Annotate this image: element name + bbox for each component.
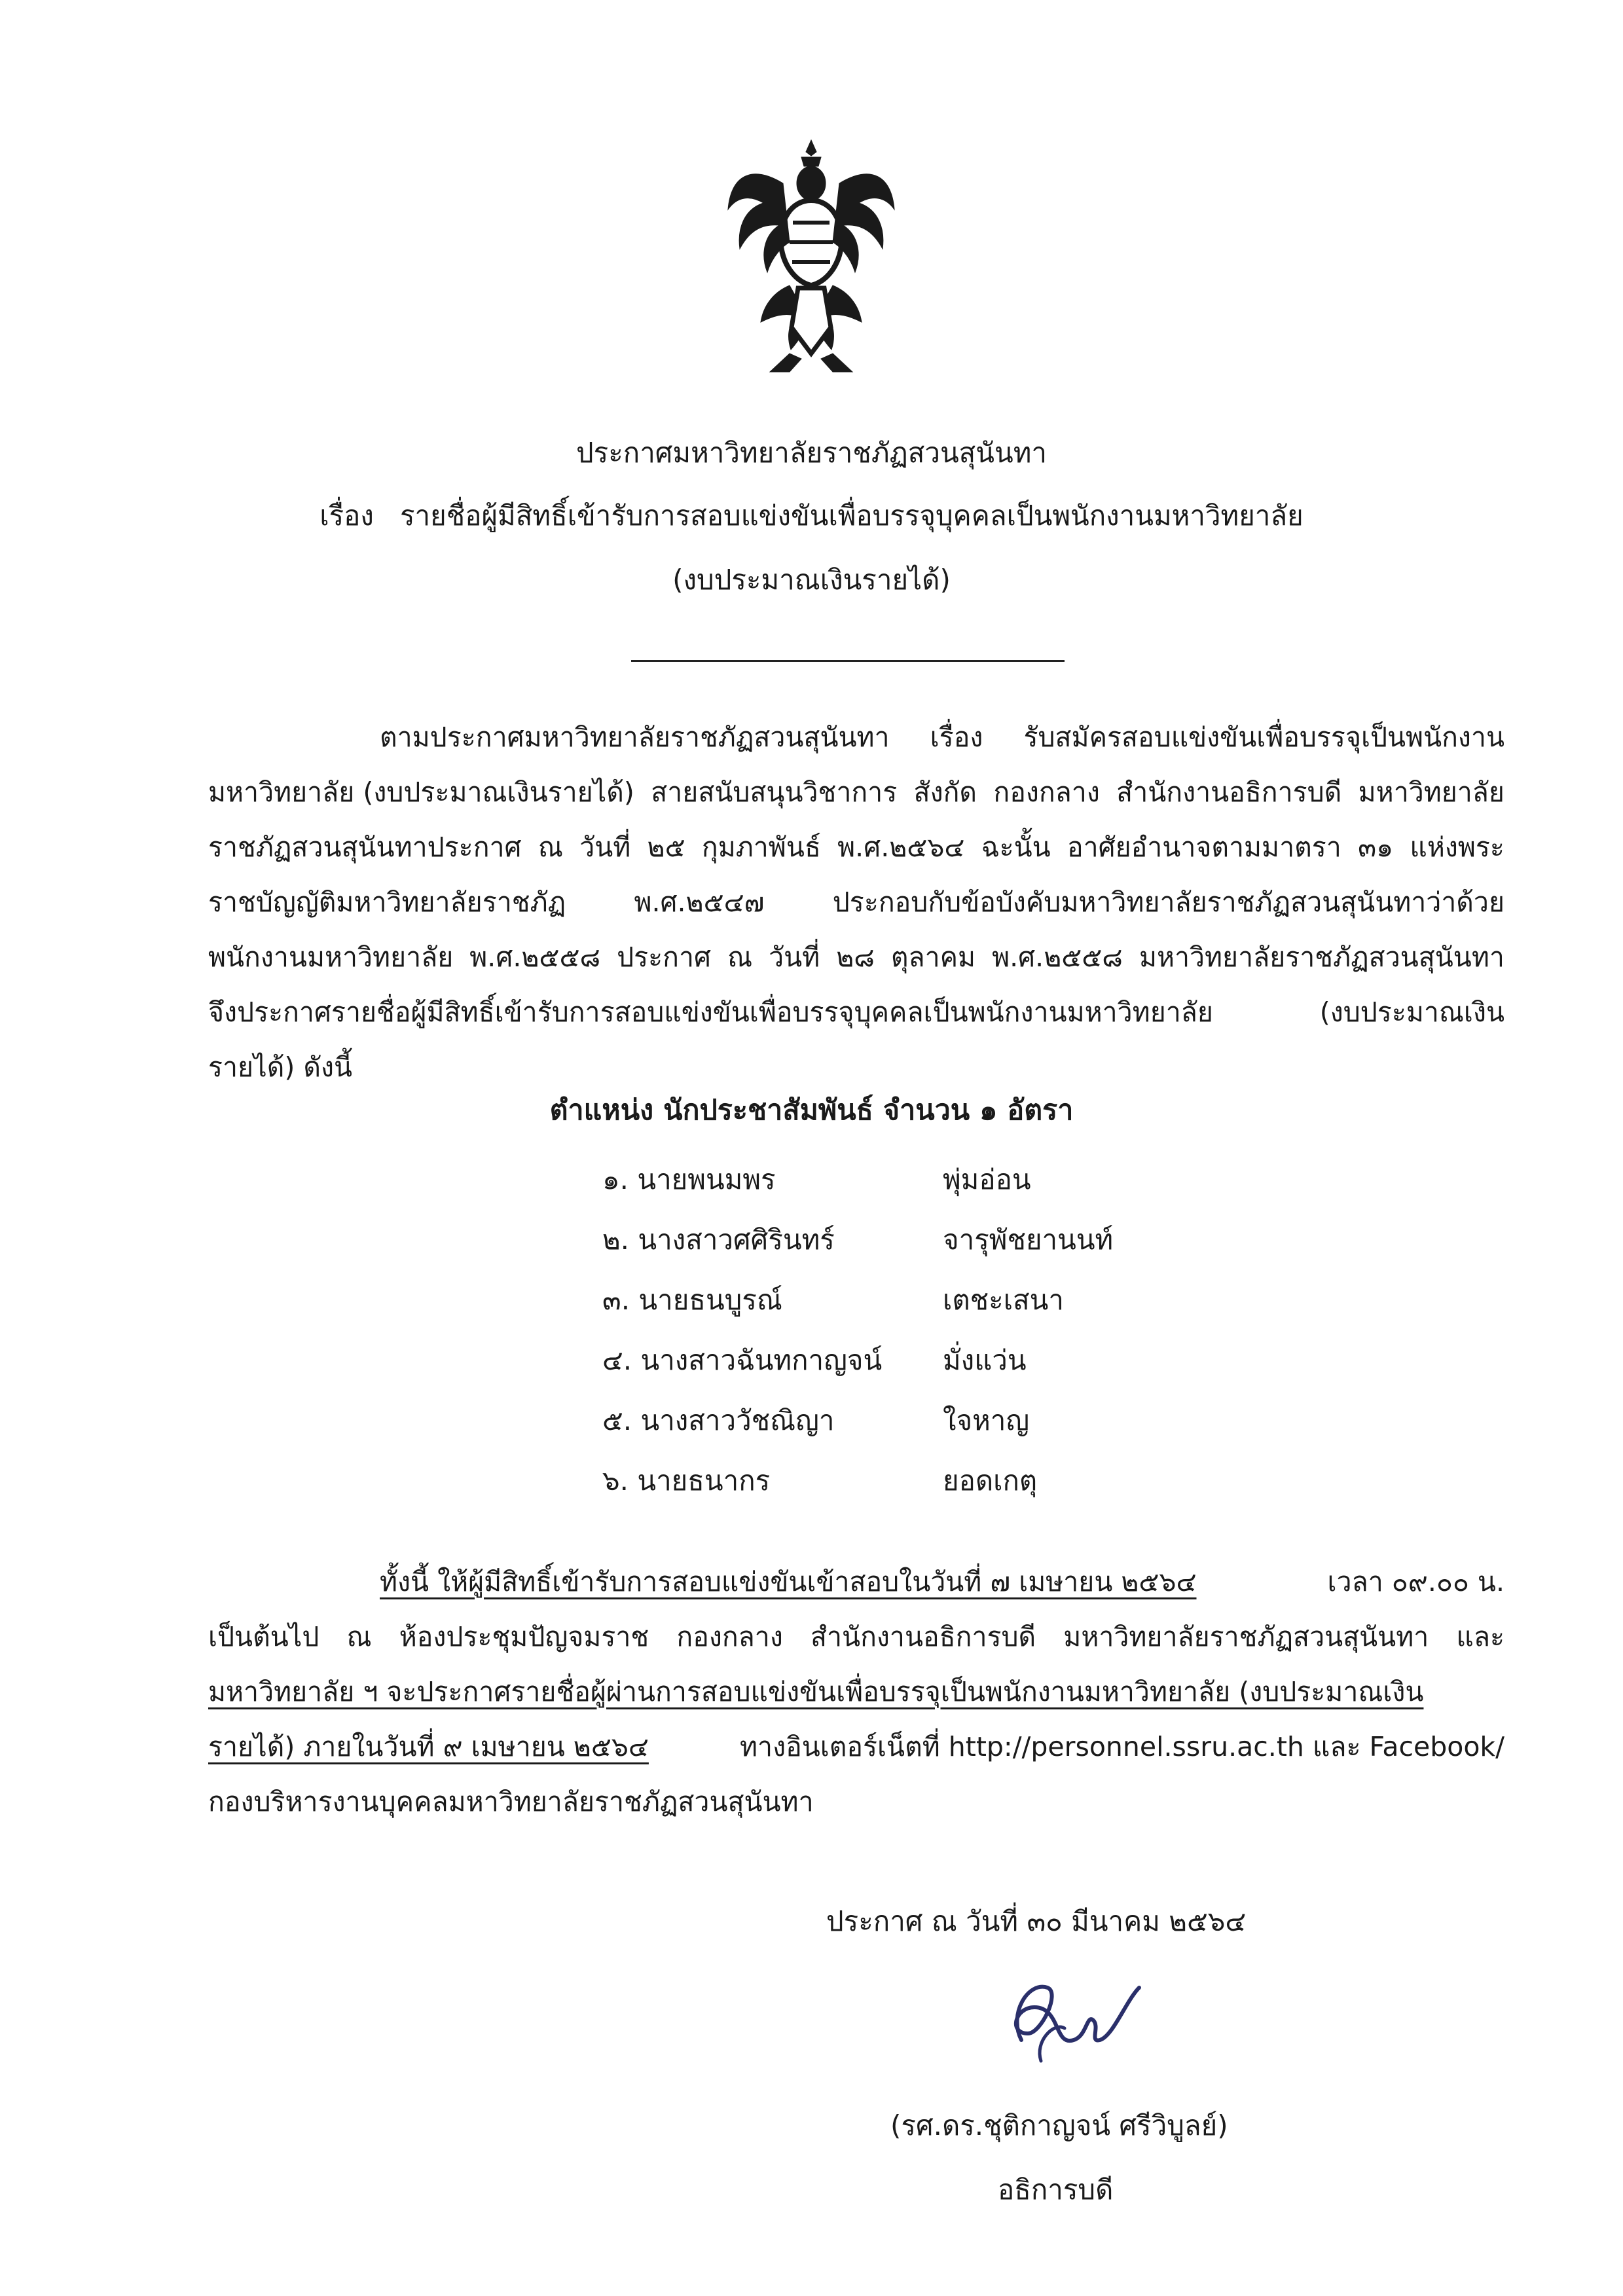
candidate-last-name: มั่งแว่น	[943, 1344, 1027, 1376]
paragraph-word: ฉะนั้น	[981, 831, 1051, 863]
candidate-first-name: ๒. นางสาวศศิรินทร์	[602, 1224, 835, 1256]
paragraph-word: มหาวิทยาลัยราชภัฏสวนสุนันทา	[1063, 1621, 1429, 1652]
website-text: ทางอินเตอร์เน็ตที่ http://personnel.ssru.ac.th และ Facebook/	[740, 1731, 1504, 1762]
paragraph-line	[208, 1719, 1504, 1774]
subject-note: (งบประมาณเงินรายได้)	[672, 564, 951, 596]
paragraph-word: ๓๑	[1358, 831, 1394, 863]
candidate-last-name: เตชะเสนา	[943, 1284, 1064, 1316]
paragraph-word: มหาวิทยาลัย (งบประมาณเงินรายได้)	[208, 776, 634, 808]
paragraph-word: กุมภาพันธ์	[701, 831, 821, 863]
paragraph-word: (งบประมาณเงิน	[1319, 996, 1504, 1028]
paragraph-word: และ	[1456, 1621, 1504, 1652]
paragraph-word: ราชบัญญัติมหาวิทยาลัยราชภัฏ	[208, 886, 566, 918]
signer-name: (รศ.ดร.ชุติกาญจน์ ศรีวิบูลย์)	[890, 2109, 1228, 2141]
paragraph-line	[208, 1554, 1504, 1609]
paragraph-word: วันที่	[769, 941, 820, 973]
exam-date-text: ทั้งนี้ ให้ผู้มีสิทธิ์เข้ารับการสอบแข่งขันเข้าสอบในวันที่ ๗ เมษายน ๒๕๖๔	[380, 1566, 1197, 1597]
paragraph-word: วันที่	[579, 831, 631, 863]
candidate-first-name: ๕. นางสาววัชณิญา	[602, 1404, 835, 1436]
paragraph-word: พ.ศ.๒๕๔๗	[634, 886, 765, 918]
paragraph-word: ตุลาคม	[890, 941, 976, 973]
paragraph-word: ๒๕	[647, 831, 685, 863]
paragraph-word: พนักงานมหาวิทยาลัย	[208, 941, 454, 973]
paragraph-line	[208, 985, 1504, 1040]
position-heading: ตำแหน่ง นักประชาสัมพันธ์ จำนวน ๑ อัตรา	[549, 1094, 1074, 1127]
paragraph-line	[208, 710, 1504, 765]
paragraph-word: พ.ศ.๒๕๖๔	[837, 831, 965, 863]
paragraph-word: สังกัด	[913, 776, 977, 808]
announce-date: ประกาศ ณ วันที่ ๓๐ มีนาคม ๒๕๖๔	[826, 1905, 1247, 1937]
candidate-first-name: ๑. นายพนมพร	[602, 1163, 776, 1195]
result-notice-text: มหาวิทยาลัย ฯ จะประกาศรายชื่อผู้ผ่านการสอบแข่งขันเพื่อบรรจุเป็นพนักงานมหาวิทยาลัย (งบประมาณเงิน	[208, 1676, 1424, 1707]
paragraph-word: มหาวิทยาลัยราชภัฏสวนสุนันทา	[1139, 941, 1504, 973]
paragraph-line	[208, 1609, 1504, 1664]
result-date-text: รายได้) ภายในวันที่ ๙ เมษายน ๒๕๖๔	[208, 1731, 649, 1762]
paragraph-word: ๒๘	[836, 941, 875, 973]
candidate-last-name: ยอดเกตุ	[943, 1465, 1038, 1497]
paragraph-word: สำนักงานอธิการบดี	[1116, 776, 1342, 808]
paragraph-word: จึงประกาศรายชื่อผู้มีสิทธิ์เข้ารับการสอบแข่งขันเพื่อบรรจุบุคคลเป็นพนักงานมหาวิทยาลัย	[208, 996, 1213, 1028]
paragraph-word: อาศัยอำนาจตามมาตรา	[1067, 831, 1341, 863]
announcement-subject	[0, 496, 1623, 536]
garuda-emblem	[724, 137, 898, 377]
paragraph-line	[208, 1040, 1504, 1095]
candidate-row	[602, 1150, 1113, 1210]
candidate-first-name: ๖. นายธนากร	[602, 1465, 771, 1497]
signature-image	[943, 1942, 1178, 2092]
paragraph-word: เรื่อง	[930, 721, 983, 753]
paragraph-word: รายได้) ดังนี้	[208, 1051, 353, 1083]
paragraph-word: ราชภัฏสวนสุนันทาประกาศ	[208, 831, 522, 863]
candidate-row	[602, 1270, 1113, 1330]
subject-label: เรื่อง	[319, 500, 374, 532]
paragraph-line	[208, 1664, 1504, 1719]
paragraph-word: ณ	[538, 831, 563, 863]
title-divider	[631, 660, 1065, 662]
paragraph-line	[208, 875, 1504, 930]
paragraph-word: รับสมัครสอบแข่งขันเพื่อบรรจุเป็นพนักงาน	[1023, 721, 1504, 753]
paragraph-word: มหาวิทยาลัย	[1358, 776, 1504, 808]
candidate-row	[602, 1391, 1113, 1451]
body-paragraph-2	[208, 1554, 1504, 1829]
announcement-title: ประกาศมหาวิทยาลัยราชภัฏสวนสุนันทา	[575, 437, 1047, 469]
paragraph-word: สำนักงานอธิการบดี	[811, 1621, 1036, 1652]
paragraph-word: ตามประกาศมหาวิทยาลัยราชภัฏสวนสุนันทา	[380, 721, 890, 753]
paragraph-word: ณ	[727, 941, 753, 973]
subject-text: รายชื่อผู้มีสิทธิ์เข้ารับการสอบแข่งขันเพื่อบรรจุบุคคลเป็นพนักงานมหาวิทยาลัย	[399, 500, 1304, 532]
paragraph-word: ประกาศ	[617, 941, 712, 973]
signer-title: อธิการบดี	[998, 2174, 1114, 2206]
paragraph-word: ณ	[346, 1621, 372, 1652]
paragraph-line	[208, 930, 1504, 985]
candidate-first-name: ๔. นางสาวฉันทกาญจน์	[602, 1344, 883, 1376]
paragraph-word: กองกลาง	[676, 1621, 783, 1652]
paragraph-line	[208, 820, 1504, 875]
candidate-row	[602, 1210, 1113, 1270]
candidate-last-name: ใจหาญ	[943, 1404, 1030, 1436]
paragraph-word: พ.ศ.๒๕๕๘	[469, 941, 601, 973]
paragraph-word: พ.ศ.๒๕๕๘	[992, 941, 1123, 973]
paragraph-word: สายสนับสนุนวิชาการ	[651, 776, 898, 808]
candidate-last-name: พุ่มอ่อน	[943, 1163, 1031, 1195]
candidate-row	[602, 1451, 1113, 1511]
paragraph-word: เป็นต้นไป	[208, 1621, 319, 1652]
candidate-last-name: จารุพัชยานนท์	[943, 1224, 1114, 1256]
exam-time-text: เวลา ๐๙.๐๐ น.	[1327, 1566, 1504, 1597]
body-paragraph-1	[208, 710, 1504, 1095]
paragraph-word: กองกลาง	[993, 776, 1100, 808]
paragraph-line	[208, 765, 1504, 820]
paragraph-word: ห้องประชุมปัญจมราช	[399, 1621, 649, 1652]
paragraph-line	[208, 1774, 1504, 1829]
paragraph-word: แห่งพระ	[1410, 831, 1504, 863]
candidate-first-name: ๓. นายธนบูรณ์	[602, 1284, 782, 1316]
candidate-list	[602, 1150, 1113, 1511]
department-text: กองบริหารงานบุคคลมหาวิทยาลัยราชภัฏสวนสุนันทา	[208, 1786, 814, 1817]
candidate-row	[602, 1330, 1113, 1391]
paragraph-word: ประกอบกับข้อบังคับมหาวิทยาลัยราชภัฏสวนสุนันทาว่าด้วย	[832, 886, 1504, 918]
